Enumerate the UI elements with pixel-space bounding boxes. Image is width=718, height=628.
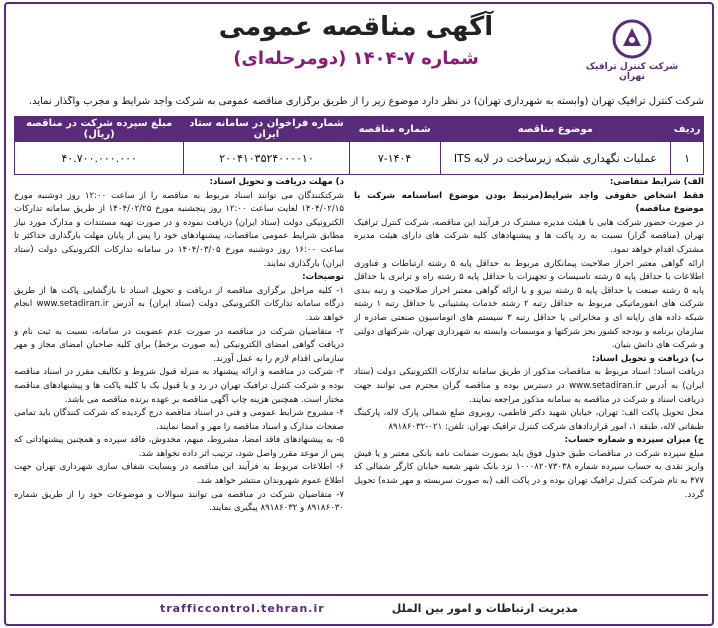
paragraph: دریافت اسناد: اسناد مربوط به مناقصات مذکور از طریق سامانه تدارکات الکترونیکی دولت (ستاد ایران) به آدرس www.setadiran.ir در دسترس بوده و مناقصه گران محترم می توانند جهت دریافت اسناد و شرکت در مناقصه به سامانه مذکور مراجعه نمایند. (354, 367, 704, 405)
header-registration-number: شماره فراخوان در سامانه ستاد ایران (184, 117, 349, 142)
footer-department: مدیریت ارتباطات و امور بین الملل (391, 602, 578, 615)
body-columns (14, 176, 704, 580)
traffic-logo-icon (611, 18, 653, 60)
paragraph: توضیحات: (302, 272, 344, 283)
footer-website: trafficcontrol.tehran.ir (160, 602, 325, 615)
paragraph: در صورت حضور شرکت هایی با هیئت مدیره مشترک در فرآیند این مناقصه، شرکت کنترل ترافیک تهران (مناقصه گزار) نسبت به رد پاکت ها و پیشنهادهای کلیه شرکت های دارای هیئت مدیره مشترک اقدام خواهد نمود. (354, 217, 704, 255)
cell-deposit-amount: ۴۰.۷۰۰.۰۰۰.۰۰۰ (15, 142, 184, 175)
cell-subject: عملیات نگهداری شبکه زیرساخت در لایه ITS (440, 142, 671, 175)
header-tender-number: شماره مناقصه (349, 117, 440, 142)
header-row-number: ردیف (671, 117, 704, 142)
paragraph: ۲- متقاضیان شرکت در مناقصه در صورت عدم عضویت در سامانه، نسبت به ثبت نام و دریافت گواهی امضای الکترونیکی (به صورت برخط) برای کلیه صاحبان امضای مجاز و مهر سازمانی اقدام لازم را به عمل آورند. (14, 326, 344, 364)
tender-table (14, 116, 704, 175)
paragraph: مبلغ سپرده شرکت در مناقصات طبق جدول فوق باید بصورت ضمانت نامه بانکی معتبر و یا فیش واریز نقدی به حساب سپرده شماره ۱۰۰۰۸۲۰۷۳۰۳۸ نزد بانک شهر شعبه خیابان کارگر شمالی کد ۴۷۷ به نام شرکت کنترل ترافیک تهران بوده و در پاکت الف (به صورت سربسته و مهر شده) تحویل گردد. (354, 448, 704, 500)
paragraph: ب) دریافت و تحویل اسناد: (591, 353, 704, 364)
paragraph: شرکتکنندگان می توانند اسناد مربوط به مناقصه را از ساعت ۱۲:۰۰ روز دوشنبه مورخ ۱۴۰۴/۰۲/۱۵ لغایت ساعت ۱۲:۰۰ روز پنجشنبه مورخ ۱۴۰۴/۰۲/۲۵ از طریق سامانه تدارکات الکترونیکی دولت (ستاد ایران) دریافت نموده و در صورت تهیه مستندات و مدارک مورد نیاز مطابق شرایط عمومی مناقصات، پیشنهادهای خود را پس از پایان مهلت بارگذاری حداکثر تا ساعت ۱۶:۰۰ روز دوشنبه مورخ ۱۴۰۴/۰۳/۰۵ در سامانه تدارکات الکترونیکی دولت (ستاد ایران) بارگذاری نمایند. (14, 190, 344, 269)
paragraph: ۴- مشروح شرایط عمومی و فنی در اسناد مناقصه درج گردیده که شرکت کنندگان باید تمامی صفحات مدارک و اسناد مناقصه را مهر و امضا نمایند. (14, 408, 344, 432)
page-title: آگهی مناقصه عمومی (218, 12, 494, 42)
right-column (354, 176, 704, 580)
left-column (14, 176, 344, 580)
paragraph: ۷- متقاضیان شرکت در مناقصه می توانند سوالات و موضوعات خود را از طریق شماره ۸۹۱۸۶۰۳۰ و ۸۹۱۸۶۰۳۲ پیگیری نمایند. (14, 489, 344, 514)
footer (10, 594, 708, 624)
cell-registration-number: ۲۰۰۴۱۰۳۵۲۴۰۰۰۰۱۰ (184, 142, 349, 175)
paragraph: فقط اشخاص حقوقی واجد شرایط(مرتبط بودن موضوع اساسنامه شرکت با موضوع مناقصه) (354, 190, 704, 215)
table-header-row (15, 117, 704, 142)
paragraph: ج) میزان سپرده و شماره حساب: (564, 435, 704, 446)
header-deposit-amount: مبلغ سپرده شرکت در مناقصه (ریال) (15, 117, 184, 142)
tender-number-subtitle: شماره ۷-۱۴۰۴ (دومرحله‌ای) (233, 48, 479, 69)
paragraph: ارائه گواهی معتبر احراز صلاحیت پیمانکاری مربوط به حداقل پایه ۵ رشته ارتباطات و فناوری اطلاعات یا حداقل پایه ۵ رشته تاسیسات و تجهیزات یا حداقل پایه ۵ رشته راه و ترابری یا حداقل پایه ۵ رشته صنعت یا حداقل پایه ۵ رشته نیرو و یا ارائه گواهی معتبر احراز صلاحیت و رتبه بندی شرکت های انفورماتیکی مربوط به حداقل رتبه ۲ رشته خدمات پشتیبانی یا حداقل رتبه ۱ رشته شبکه داده های رایانه ای و مخابراتی یا حداقل رتبه ۳ سیستم های اتوماسیون صنعتی صادره از سازمان برنامه و بودجه کشور بجز شرکتها و موسسات وابسته به شهرداری تهران، شرکتهای دولتی و شرکت های دانش بنیان. (354, 258, 704, 351)
paragraph: الف) شرایط متقاضی: (609, 177, 704, 187)
paragraph: ۵- به پیشنهادهای فاقد امضا، مشروط، مبهم، مخدوش، فاقد سپرده و همچنین پیشنهاداتی که پس از موعد مقرر واصل شود، ترتیب اثر داده نخواهد شد. (14, 435, 344, 459)
cell-tender-number: ۷-۱۴۰۴ (349, 142, 440, 175)
paragraph: محل تحویل پاکت الف: تهران، خیابان شهید دکتر فاطمی، روبروی ضلع شمالی پارک لاله، پارکینگ طبقاتی لاله، طبقه ۱، امور قراردادهای شرکت کنترل ترافیک تهران. تلفن: ۰۲۱-۸۹۱۸۶۰۳۲ (354, 408, 704, 432)
intro-text: شرکت کنترل ترافیک تهران (وابسته به شهرداری تهران) در نظر دارد موضوع زیر را از طریق برگزاری مناقصه عمومی به شرکت واجد شرایط و مجرب واگذار نماید. (28, 96, 704, 107)
logo-text: شرکت کنترل ترافیک تهران (585, 62, 679, 82)
table-row (15, 142, 704, 175)
paragraph: ۱- کلیه مراحل برگزاری مناقصه از دریافت و تحویل اسناد تا بازگشایی پاکت ها از طریق درگاه سامانه تدارکات الکترونیکی دولت (ستاد ایران) به آدرس www.setadiran.ir انجام خواهد شد. (14, 285, 344, 323)
paragraph: ۶- اطلاعات مربوط به فرآیند این مناقصه در وبسایت شفاف سازی شهرداری تهران جهت اطلاع عموم شهروندان منتشر خواهد شد. (14, 462, 344, 487)
header (6, 4, 712, 90)
paragraph: د) مهلت دریافت و تحویل اسناد: (209, 177, 344, 187)
header-subject: موضوع مناقصه (440, 117, 671, 142)
paragraph: ۳- شرکت در مناقصه و ارائه پیشنهاد به منزله قبول شروط و تکالیف مقرر در اسناد مناقصه بوده و شرکت کنترل ترافیک تهران در رد و یا قبول یک یا کلیه پاکت ها و پیشنهادهای مناقصه مختار است. همچنین هزینه چاپ آگهی مناقصه بر عهده برنده مناقصه می باشد. (14, 367, 344, 405)
cell-row-number: ۱ (671, 142, 704, 175)
company-logo (572, 18, 692, 82)
